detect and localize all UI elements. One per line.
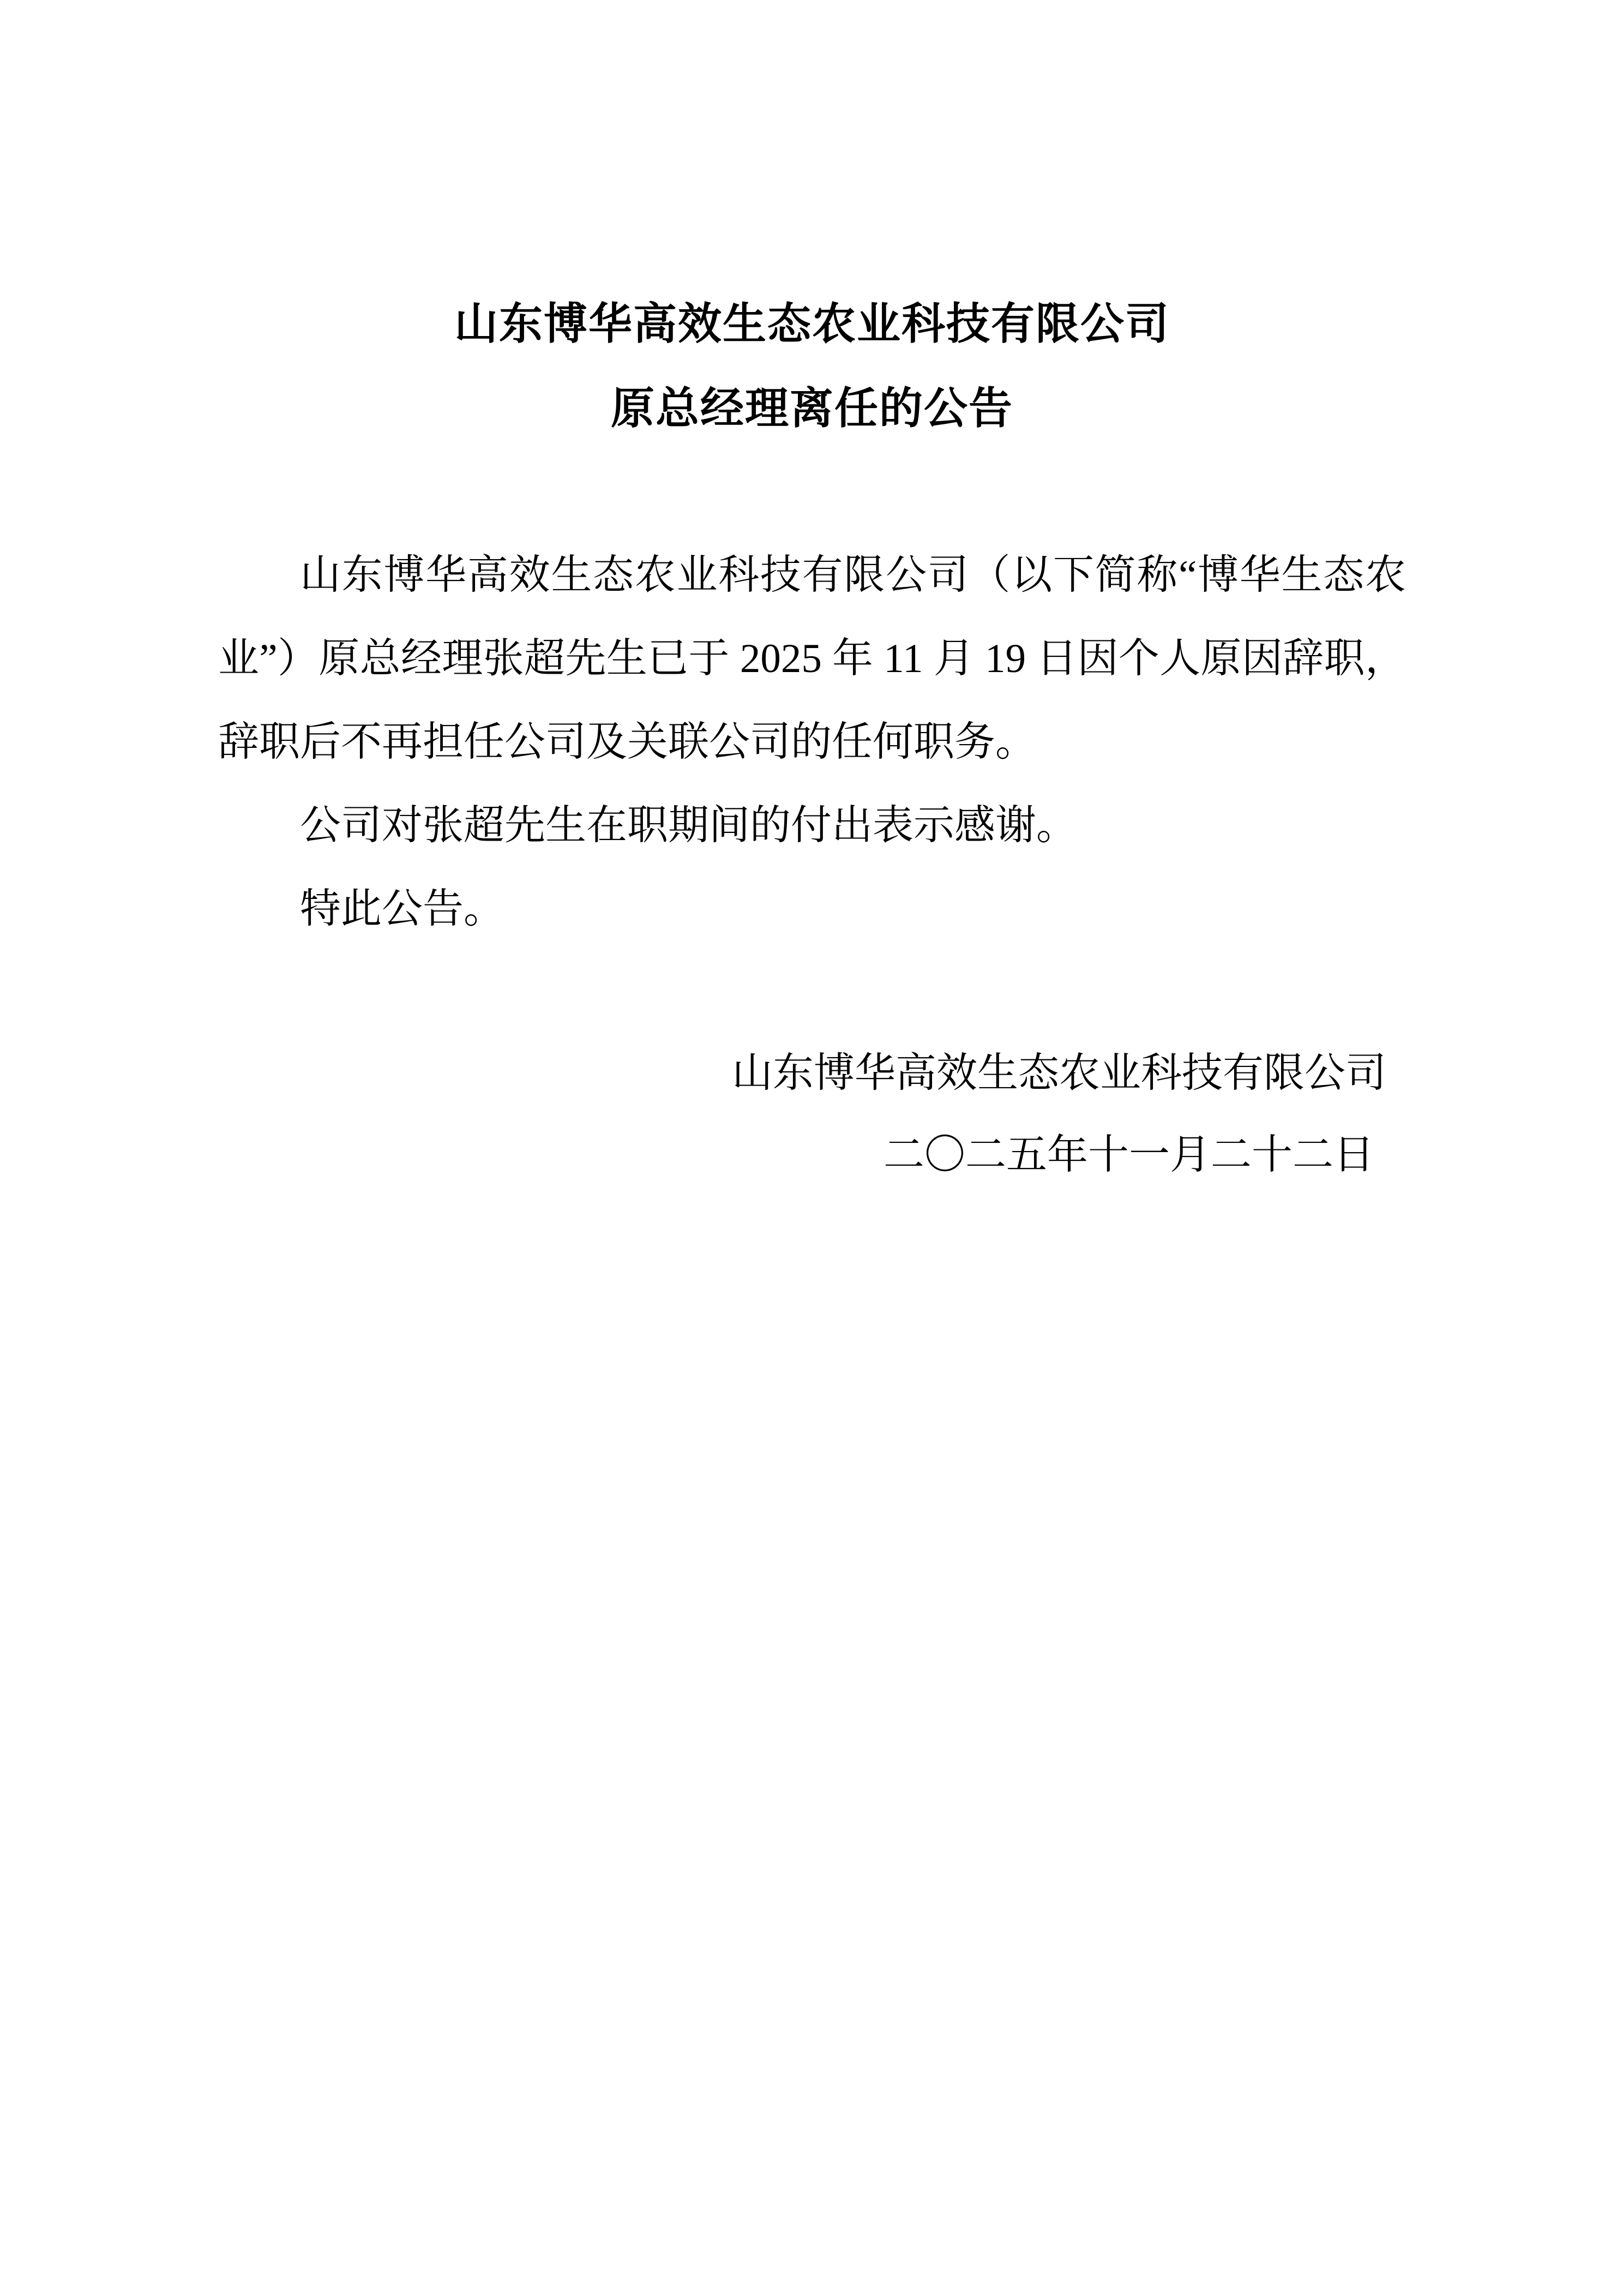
body-paragraph-closing: 特此公告。 — [300, 886, 505, 932]
body-paragraph-resignation: 山东博华高效生态农业科技有限公司（以下简称“博华生态农业”）原总经理张超先生已于 2025 年 11 月 19 日因个人原因辞职，辞职后不再担任公司及关联公司的任何职务。 — [218, 553, 1406, 765]
document-content — [218, 283, 1406, 1196]
title-body-spacer — [218, 452, 1406, 533]
body-signature-spacer — [218, 951, 1406, 1033]
document-title-company: 山东博华高效生态农业科技有限公司 — [454, 301, 1170, 349]
document-title-announcement: 原总经理离任的公告 — [611, 385, 1013, 433]
signature-company-name: 山东博华高效生态农业科技有限公司 — [731, 1051, 1386, 1096]
body-paragraph-thanks: 公司对张超先生在职期间的付出表示感谢。 — [300, 803, 1078, 848]
signature-date: 二〇二五年十一月二十二日 — [883, 1132, 1374, 1178]
signature-block — [218, 1033, 1406, 1196]
